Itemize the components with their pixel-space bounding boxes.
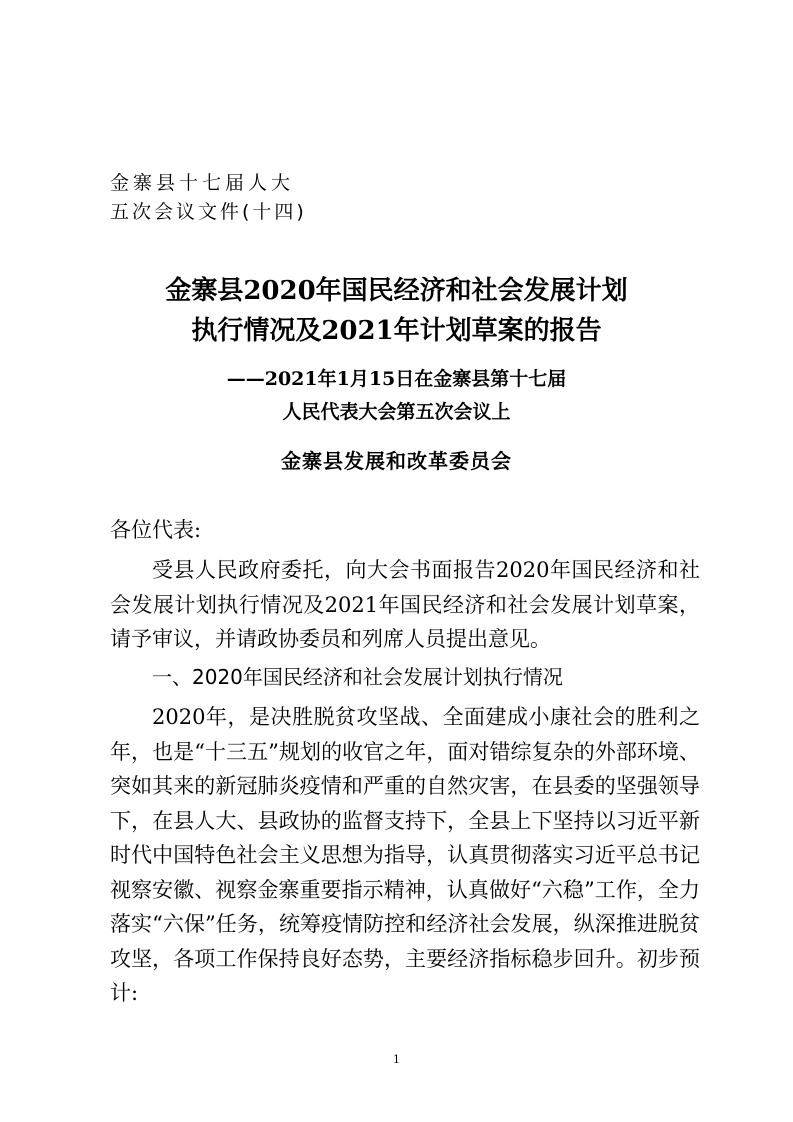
file-label-line2: 五次会议文件(十四) — [110, 201, 307, 223]
paragraph-intro: 受县人民政府委托，向大会书面报告2020年国民经济和社会发展计划执行情况及2021年国民经济和社会发展计划草案，请予审议，并请政协委员和列席人员提出意见。 — [110, 558, 700, 651]
salutation: 各位代表: — [110, 518, 202, 542]
file-label-line1: 金寨县十七届人大 — [110, 172, 295, 194]
issuing-organization: 金寨县发展和改革委员会 — [281, 449, 512, 473]
paragraph-2020-overview: 2020年，是决胜脱贫攻坚战、全面建成小康社会的胜利之年，也是“十三五”规划的收官之年，面对错综复杂的外部环境、突如其来的新冠肺炎疫情和严重的自然灾害，在县委的坚强领导下，在县人大、县政协的监督支持下，全县上下坚持以习近平新时代中国特色社会主义思想为指导，认真贯彻落实习近平总书记视察安徽、视察金寨重要指示精神，认真做好“六稳”工作，全力落实“六保”任务，统筹疫情防控和经济社会发展，纵深推进脱贫攻坚，各项工作保持良好态势，主要经济指标稳步回升。初步预计: — [110, 705, 700, 1005]
section-heading-1: 一、2020年国民经济和社会发展计划执行情况 — [152, 665, 563, 689]
page-number: 1 — [393, 1053, 400, 1066]
subtitle-line2: 人民代表大会第五次会议上 — [282, 401, 511, 423]
report-title-line1: 金寨县2020年国民经济和社会发展计划 — [165, 276, 628, 306]
subtitle-line1: ——2021年1月15日在金寨县第十七届 — [226, 368, 567, 390]
report-title-line2: 执行情况及2021年计划草案的报告 — [191, 316, 602, 346]
